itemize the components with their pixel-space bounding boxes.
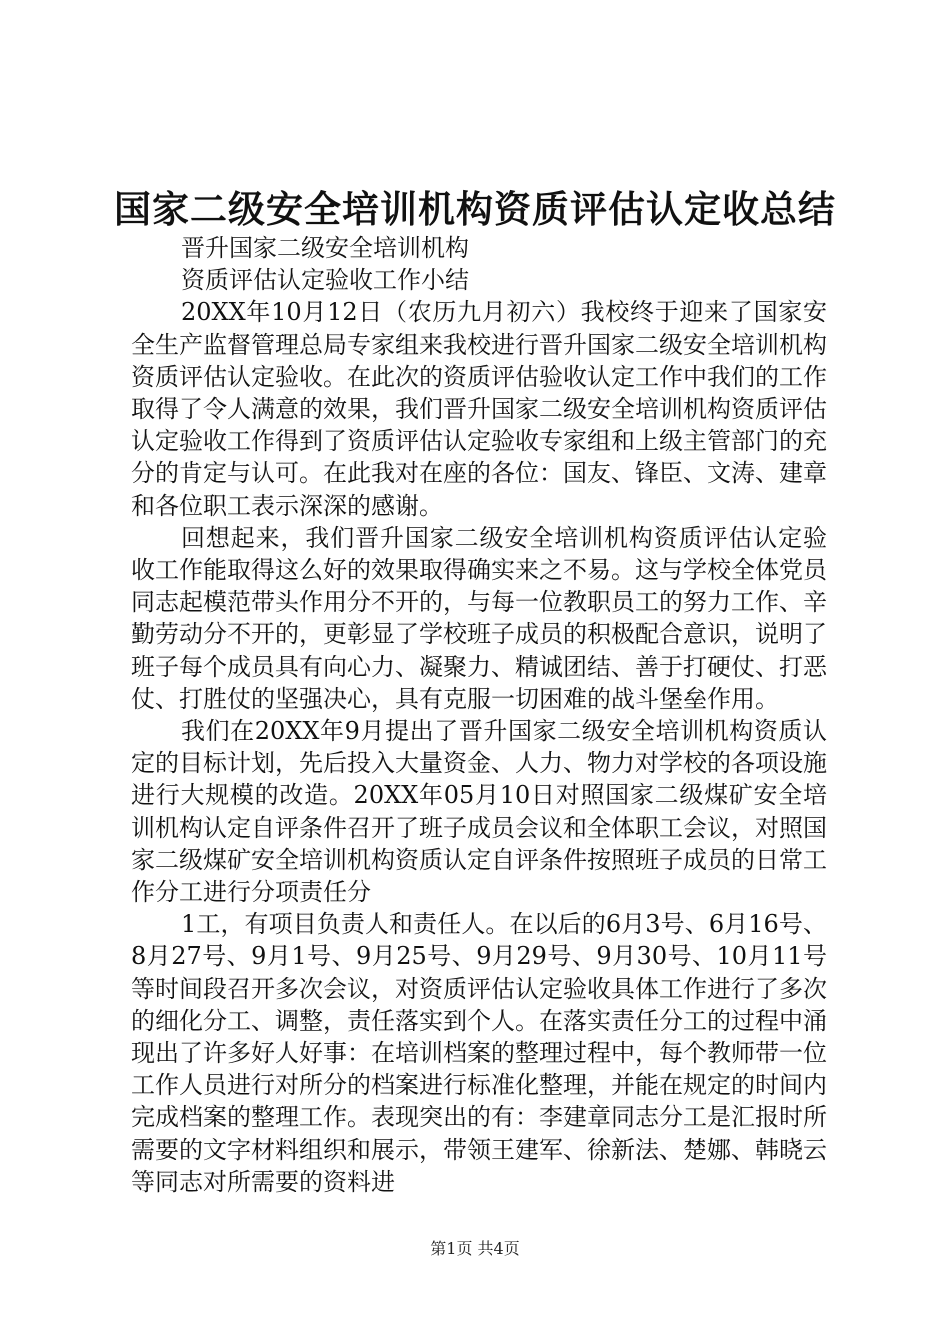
document-body [131,232,827,1198]
subtitle-line-1: 晋升国家二级安全培训机构 [181,234,469,262]
page-number-footer: 第1页 共4页 [430,1239,520,1258]
paragraph-3: 我们在20XX年9月提出了晋升国家二级安全培训机构资质认定的目标计划，先后投入大量资金、人力、物力对学校的各项设施进行大规模的改造。20XX年05月10日对照国家二级煤矿安全培训机构认定自评条件召开了班子成员会议和全体职工会议，对照国家二级煤矿安全培训机构资质认定自评条件按照班子成员的日常工作分工进行分项责任分 [131,717,827,907]
subtitle-line-2: 资质评估认定验收工作小结 [181,266,469,295]
document-title: 国家二级安全培训机构资质评估认定收总结 [114,187,836,231]
paragraph-1: 20XX年10月12日（农历九月初六）我校终于迎来了国家安全生产监督管理总局专家组来我校进行晋升国家二级安全培训机构资质评估认定验收。在此次的资质评估验收认定工作中我们的工作取得了令人满意的效果，我们晋升国家二级安全培训机构资质评估认定验收工作得到了资质评估认定验收专家组和上级主管部门的充分的肯定与认可。在此我对在座的各位：国友、锋臣、文涛、建章和各位职工表示深深的感谢。 [131,298,827,520]
paragraph-4: 1工，有项目负责人和责任人。在以后的6月3号、6月16号、8月27号、9月1号、9月25号、9月29号、9月30号、10月11号等时间段召开多次会议，对资质评估认定验收具体工作进行了多次的细化分工、调整，责任落实到个人。在落实责任分工的过程中涌现出了许多好人好事：在培训档案的整理过程中，每个教师带一位工作人员进行对所分的档案进行标准化整理，并能在规定的时间内完成档案的整理工作。表现突出的有：李建章同志分工是汇报时所需要的文字材料组织和展示，带领王建军、徐新法、楚娜、韩晓云等同志对所需要的资料进 [131,910,827,1196]
paragraph-2: 回想起来，我们晋升国家二级安全培训机构资质评估认定验收工作能取得这么好的效果取得确实来之不易。这与学校全体党员同志起模范带头作用分不开的，与每一位教职员工的努力工作、辛勤劳动分不开的，更彰显了学校班子成员的积极配合意识，说明了班子每个成员具有向心力、凝聚力、精诚团结、善于打硬仗、打恶仗、打胜仗的坚强决心，具有克服一切困难的战斗堡垒作用。 [131,523,827,713]
